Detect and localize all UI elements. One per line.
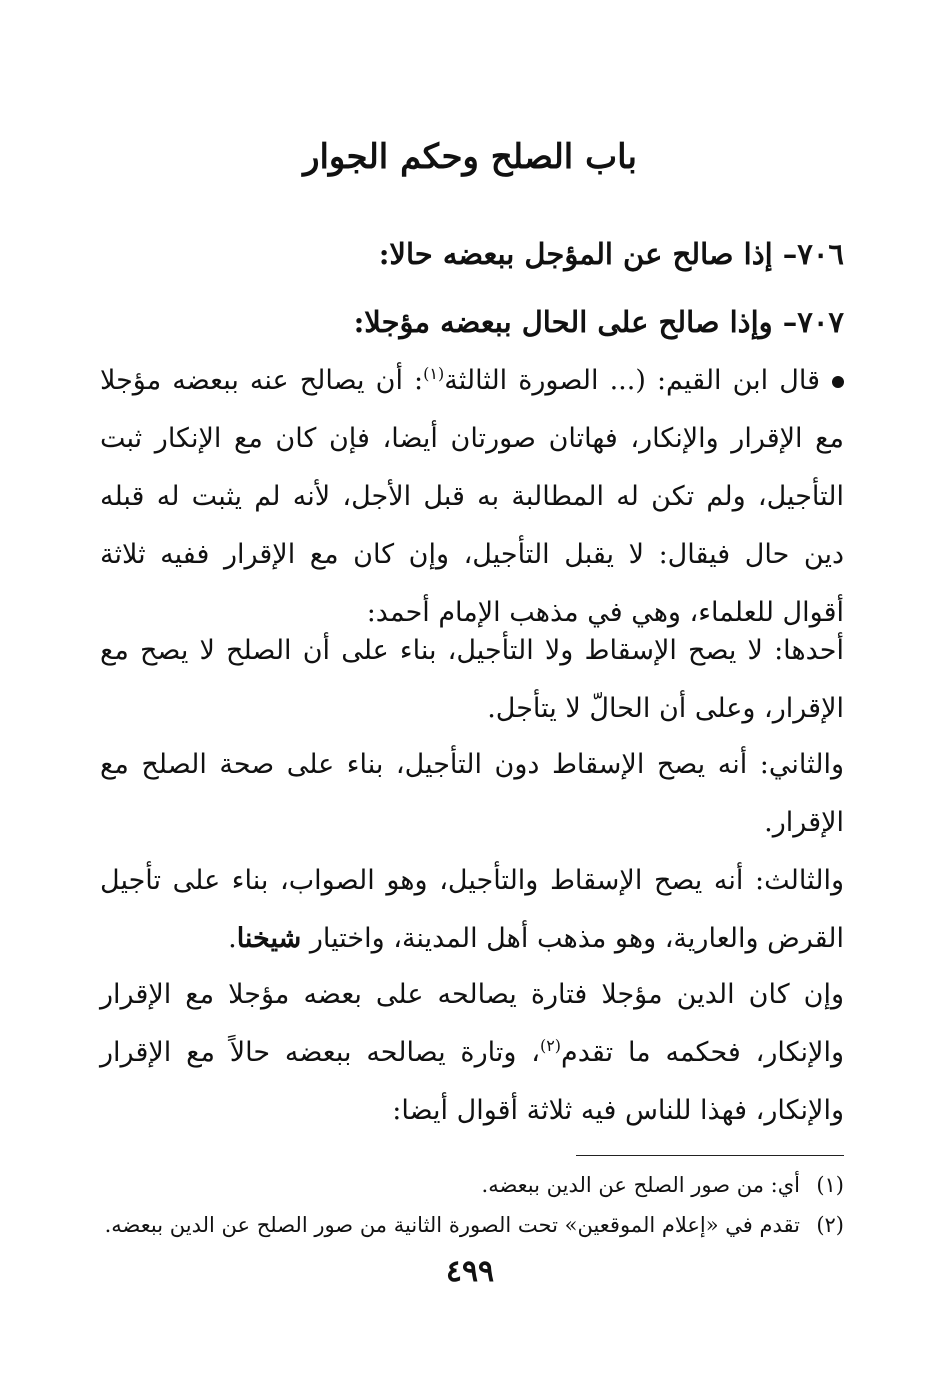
paragraph-text: : أن يصالح عنه ببعضه مؤجلا مع الإقرار والإنكار، فهاتان صورتان أيضا، فإن كان مع الإنكار ثبت التأجيل، ولم تكن له المطالبة به قبل الأجل، لأنه لم يثبت له قبله دين حال فيقال: لا يقبل التأجيل، وإن كان مع الإقرار ففيه ثلاثة أقوال للعلماء، وهي في مذهب الإمام أحمد:: [100, 365, 844, 628]
footnote-2: [100, 1205, 844, 1245]
paragraph-deferred-debt: [100, 966, 844, 1140]
paragraph-first-opinion: أحدها: لا يصح الإسقاط ولا التأجيل، بناء على أن الصلح لا يصح مع الإقرار، وعلى أن الحالّ لا يتأجل.: [100, 635, 844, 724]
paragraph-second-opinion: والثاني: أنه يصح الإسقاط دون التأجيل، بناء على صحة الصلح مع الإقرار.: [100, 749, 844, 838]
footnotes-list: [100, 1165, 844, 1245]
footnote-divider: [576, 1155, 844, 1156]
paragraph-text: قال ابن القيم: (... الصورة الثالثة: [444, 365, 821, 396]
paragraph-ibn-qayyim-quote: [100, 352, 844, 642]
footnote-text: تقدم في «إعلام الموقعين» تحت الصورة الثانية من صور الصلح عن الدين ببعضه.: [104, 1213, 800, 1237]
chapter-title: باب الصلح وحكم الجوار: [303, 137, 637, 177]
footnote-number: (١): [816, 1173, 844, 1197]
footnote-ref-1[interactable]: (١): [423, 364, 445, 383]
footnote-1: [100, 1165, 844, 1205]
page-number: ٤٩٩: [445, 1254, 495, 1289]
paragraph-text: .: [228, 923, 237, 954]
paragraph-text: والثالث: أنه يصح الإسقاط والتأجيل، وهو الصواب، بناء على تأجيل القرض والعارية، وهو مذهب أهل المدينة، واختيار: [100, 865, 844, 954]
section-heading-707: ٧٠٧– وإذا صالح على الحال ببعضه مؤجلا:: [353, 305, 844, 339]
paragraph-text: وإن كان الدين مؤجلا فتارة يصالحه على بعضه مؤجلا مع الإقرار والإنكار، فحكمه ما تقدم: [100, 979, 844, 1068]
footnote-text: أي: من صور الصلح عن الدين ببعضه.: [481, 1173, 800, 1197]
paragraph-third-opinion: [100, 852, 844, 968]
paragraph-text: ، وتارة يصالحه ببعضه حالاً مع الإقرار والإنكار، فهذا للناس فيه ثلاثة أقوال أيضا:: [100, 1037, 844, 1126]
footnote-number: (٢): [816, 1213, 844, 1237]
footnote-ref-2[interactable]: (٢): [539, 1036, 562, 1055]
bullet-icon: [832, 376, 844, 388]
section-heading-706: ٧٠٦– إذا صالح عن المؤجل ببعضه حالا:: [378, 237, 844, 271]
bold-term-shaykhuna: شيخنا: [236, 923, 302, 954]
